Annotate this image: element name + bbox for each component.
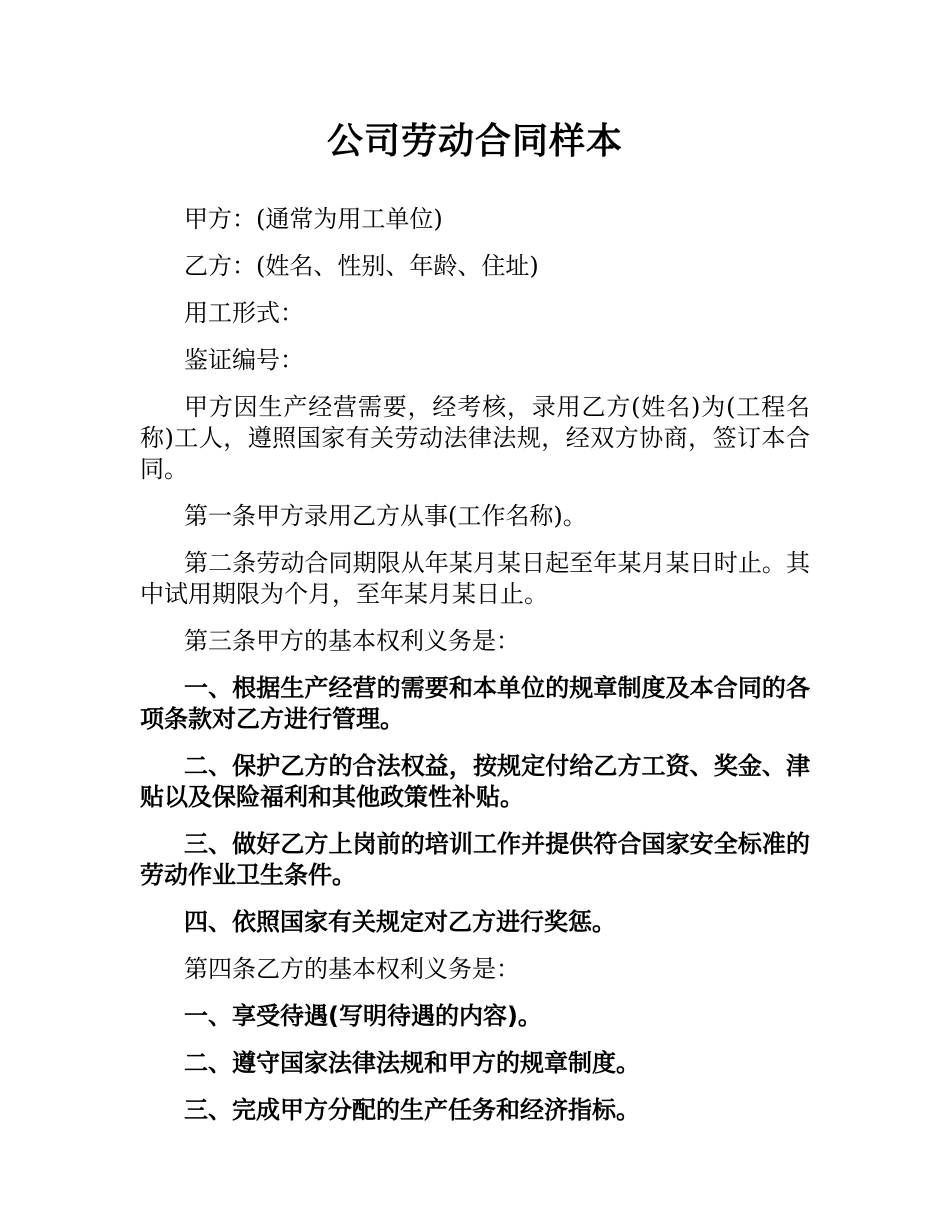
party-a-line: 甲方：(通常为用工单位) <box>184 205 443 233</box>
article-4-heading: 第四条乙方的基本权利义务是： <box>184 955 520 983</box>
verification-number-line: 鉴证编号： <box>184 346 304 374</box>
article-4-item-1: 一、享受待遇(写明待遇的内容)。 <box>184 1002 542 1030</box>
article-3-item-1: 一、根据生产经营的需要和本单位的规章制度及本合同的各项条款对乙方进行管理。 <box>140 674 810 733</box>
article-3-item-3: 三、做好乙方上岗前的培训工作并提供符合国家安全标准的劳动作业卫生条件。 <box>140 830 810 889</box>
article-3-item-2: 二、保护乙方的合法权益，按规定付给乙方工资、奖金、津贴以及保险福利和其他政策性补贴。 <box>140 752 810 811</box>
article-4-item-3: 三、完成甲方分配的生产任务和经济指标。 <box>184 1096 640 1124</box>
article-1: 第一条甲方录用乙方从事(工作名称)。 <box>184 502 587 530</box>
article-3-heading: 第三条甲方的基本权利义务是： <box>184 627 520 655</box>
article-4-item-2: 二、遵守国家法律法规和甲方的规章制度。 <box>184 1049 640 1077</box>
article-2: 第二条劳动合同期限从年某月某日起至年某月某日时止。其中试用期限为个月，至年某月某日止。 <box>140 549 810 608</box>
document-title: 公司劳动合同样本 <box>326 121 623 162</box>
document-page <box>140 118 810 1142</box>
party-b-line: 乙方：(姓名、性别、年龄、住址) <box>184 252 539 280</box>
employment-form-line: 用工形式： <box>184 299 304 327</box>
article-3-item-4: 四、依照国家有关规定对乙方进行奖惩。 <box>184 908 616 936</box>
preamble-paragraph: 甲方因生产经营需要，经考核，录用乙方(姓名)为(工程名称)工人，遵照国家有关劳动法律法规，经双方协商，签订本合同。 <box>140 393 810 483</box>
